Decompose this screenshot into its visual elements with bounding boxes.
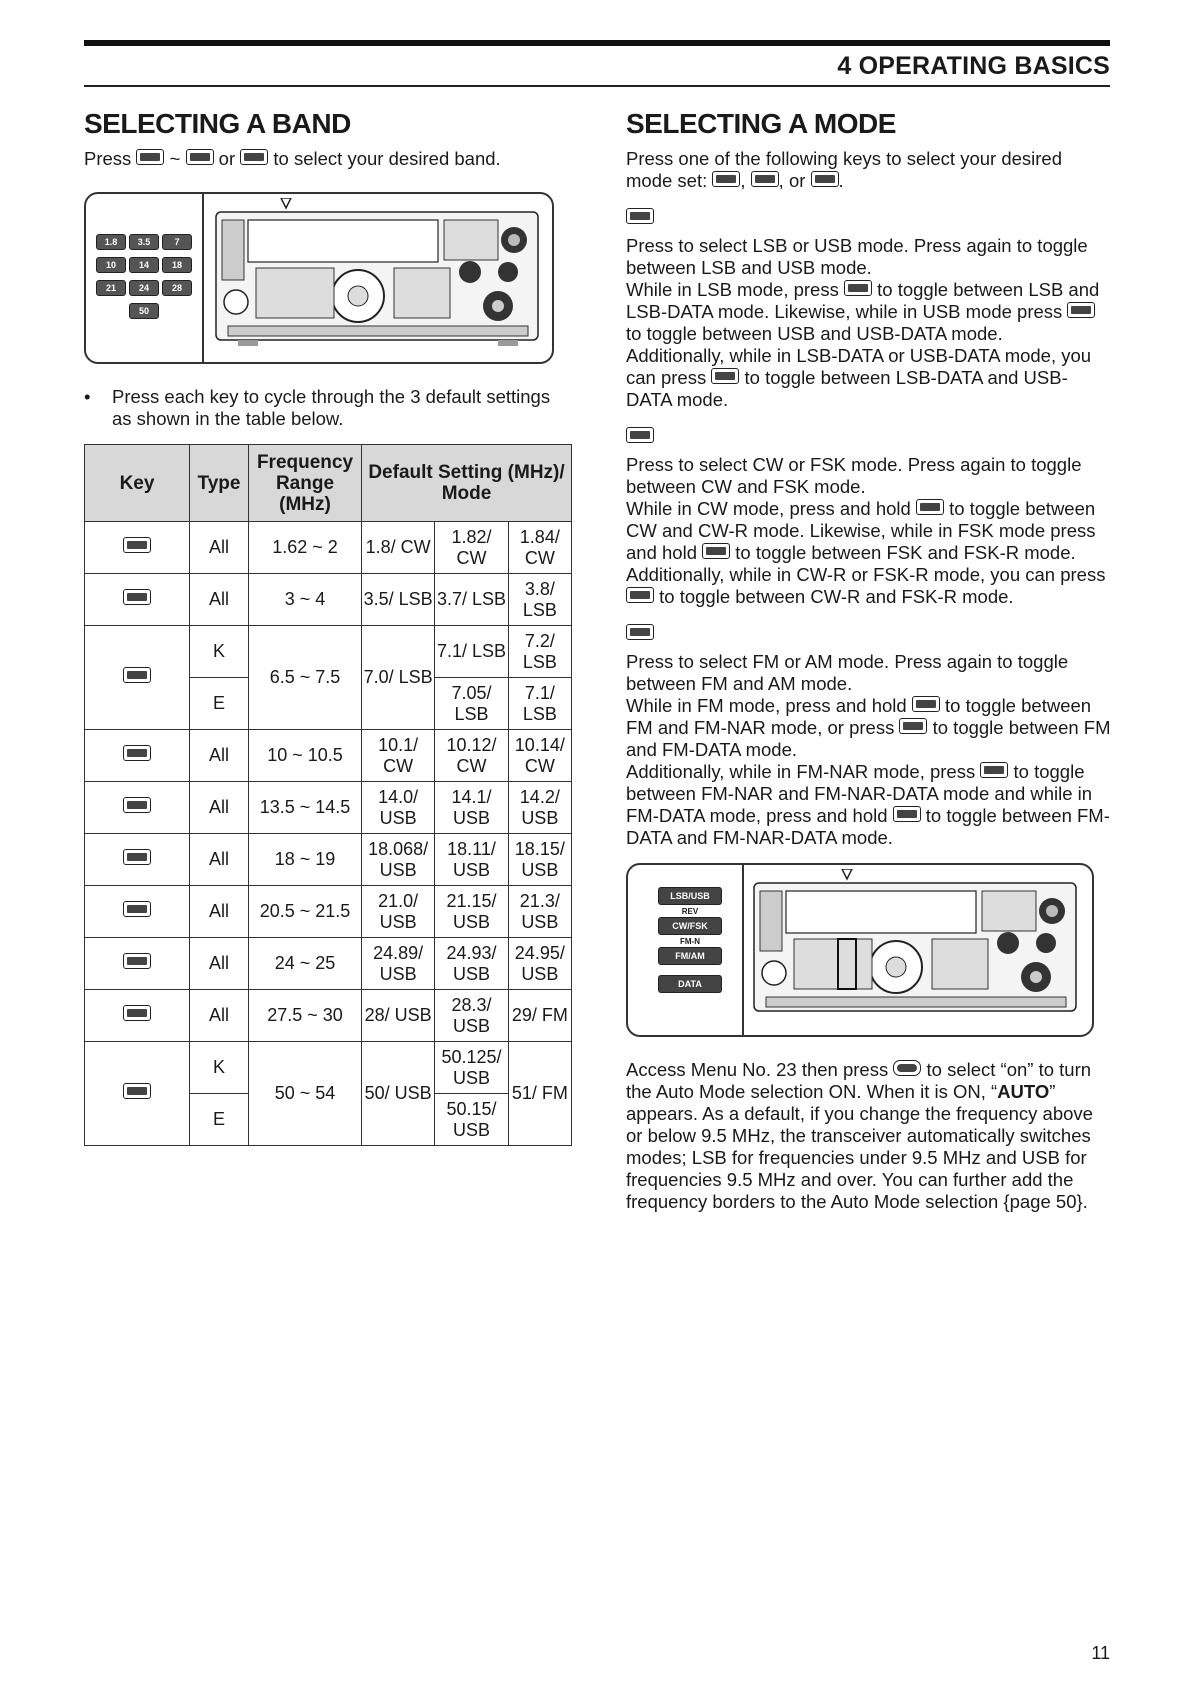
mode-figure-divider [742,865,744,1035]
band-intro [84,148,574,170]
band-key-icon [123,1005,151,1021]
setting-cell: 1.8/ CW [362,522,435,574]
band-intro-or: or [218,148,236,169]
table-row [85,626,572,678]
band-intro-rest: to select your desired band. [273,148,501,169]
table-row [85,730,572,782]
lsb-usb-key-heading [626,208,1112,229]
auto-indicator: AUTO [997,1081,1050,1102]
keypad-divider [202,194,204,362]
band-keypad [96,234,192,334]
band-column [84,108,574,1146]
band-key-cell [85,626,190,730]
setting-cell: 7.0/ LSB [362,626,435,730]
fm-n-side-label: FM-N [680,937,700,946]
header-rule [84,85,1110,87]
col-default: Default Setting (MHz)/ Mode [362,445,572,522]
key-1-8-icon [136,149,164,165]
band-key-icon [123,1083,151,1099]
range-cell: 3 ~ 4 [249,574,362,626]
setting-cell: 3.7/ LSB [435,574,508,626]
range-cell: 6.5 ~ 7.5 [249,626,362,730]
auto-text-b: to select “on” to turn the Auto Mode selection ON. When it is ON, “ [626,1059,1092,1102]
setting-cell: 28/ USB [362,990,435,1042]
cw-text-0: Press to select CW or FSK mode. Press again to toggle between CW and FSK mode. [626,454,1082,497]
lsb-text-0: Press to select LSB or USB mode. Press again to toggle between LSB and USB mode. [626,235,1088,278]
lsb-usb-key-icon [711,368,739,384]
keypad-grid [96,234,192,319]
lsb-usb-key-icon [626,208,654,224]
setting-cell: 7.1/ LSB [435,626,508,678]
setting-cell: 24.93/ USB [435,938,508,990]
section-header: 4 OPERATING BASICS [837,52,1110,80]
fm-am-side-key: FM/AM [658,947,722,965]
band-key-cell [85,990,190,1042]
fm-text-5: to toggle between FM-NAR and FM-NAR-DATA mode and while in FM-DATA mode, press and hold [626,761,1093,826]
setting-cell: 21.0/ USB [362,886,435,938]
band-key-icon [123,797,151,813]
fm-am-key-icon [811,171,839,187]
table-row [85,782,572,834]
setting-cell: 7.2/ LSB [508,626,571,678]
band-figure [84,192,554,364]
range-cell: 27.5 ~ 30 [249,990,362,1042]
cw-text-2: to toggle between CW and CW-R mode. Likewise, while in FSK mode press and hold [626,498,1096,563]
setting-cell: 14.1/ USB [435,782,508,834]
table-row [85,938,572,990]
mode-intro-d: . [838,170,844,191]
table-row [85,1042,572,1094]
band-key-cell [85,834,190,886]
type-cell: K [190,1042,249,1094]
rev-side-label: REV [681,907,699,916]
band-key-cell [85,782,190,834]
band-key-cell [85,730,190,782]
type-cell: All [190,782,249,834]
mode-transceiver-illustration [746,869,1086,1029]
band-key-cell [85,886,190,938]
transceiver-illustration [208,198,548,358]
band-key-icon [123,849,151,865]
table-row [85,834,572,886]
band-title: SELECTING A BAND [84,108,351,139]
setting-cell: 50.125/ USB [435,1042,508,1094]
setting-cell: 24.95/ USB [508,938,571,990]
fm-text-1: While in FM mode, press and hold [626,695,907,716]
type-cell: E [190,1094,249,1146]
top-rule [84,40,1110,46]
cw-fsk-key-icon [626,427,654,443]
band-key-icon [123,537,151,553]
setting-cell: 14.0/ USB [362,782,435,834]
range-cell: 24 ~ 25 [249,938,362,990]
table-row [85,574,572,626]
band-table-header [85,445,572,522]
fm-text-0: Press to select FM or AM mode. Press again to toggle between FM and AM mode. [626,651,1069,694]
setting-cell: 50.15/ USB [435,1094,508,1146]
setting-cell: 21.3/ USB [508,886,571,938]
fm-am-key-icon [626,624,654,640]
cw-text-1: While in CW mode, press and hold [626,498,911,519]
lsb-text-3: to toggle between USB and USB-DATA mode. [626,323,1003,344]
range-cell: 50 ~ 54 [249,1042,362,1146]
lsb-usb-side-key: LSB/USB [658,887,722,905]
setting-cell: 18.11/ USB [435,834,508,886]
band-key-cell [85,1042,190,1146]
range-cell: 10 ~ 10.5 [249,730,362,782]
cw-fsk-key-icon [916,499,944,515]
band-intro-tilde: ~ [169,148,181,169]
band-key-icon [123,667,151,683]
key-gene-icon [240,149,268,165]
lsb-text-2: to toggle between LSB and LSB-DATA mode. Likewise, while in USB mode press [626,279,1100,322]
band-key[interactable]: 14 [129,257,159,273]
fm-text-6: to toggle between FM-DATA and FM-NAR-DATA mode. [626,805,1110,848]
fm-text-4: Additionally, while in FM-NAR mode, press [626,761,976,782]
band-key[interactable]: 50 [129,303,159,319]
range-cell: 18 ~ 19 [249,834,362,886]
col-type: Type [190,445,249,522]
lsb-text-5: to toggle between LSB-DATA and USB-DATA mode. [626,367,1068,410]
setting-cell: 18.15/ USB [508,834,571,886]
col-freq: Frequency Range (MHz) [249,445,362,522]
fm-text-3: to toggle between FM and FM-DATA mode. [626,717,1111,760]
type-cell: E [190,678,249,730]
fm-am-key-icon [912,696,940,712]
setting-cell: 10.12/ CW [435,730,508,782]
setting-cell: 24.89/ USB [362,938,435,990]
auto-text-a: Access Menu No. 23 then press [626,1059,889,1080]
band-key-icon [123,589,151,605]
type-cell: All [190,938,249,990]
setting-cell: 1.84/ CW [508,522,571,574]
fm-am-text [626,651,1112,849]
type-cell: All [190,834,249,886]
band-key-icon [123,953,151,969]
mode-intro [626,148,1112,192]
page-number: 11 [1091,1643,1110,1663]
auto-text-c: ” appears. As a default, if you change the frequency above or below 9.5 MHz, the transceiver automatically switches modes; LSB for frequencies under 9.5 MHz and USB for frequencies 9.5 MHz and over. You can further add the frequency borders to the Auto Mode selection {page 50}. [626,1081,1093,1212]
mode-title: SELECTING A MODE [626,108,896,139]
setting-cell: 18.068/ USB [362,834,435,886]
auto-mode-text [626,1059,1112,1213]
band-key-cell [85,574,190,626]
table-row [85,522,572,574]
band-key[interactable]: 7 [162,234,192,250]
cw-text-5: to toggle between CW-R and FSK-R mode. [659,586,1014,607]
setting-cell: 1.82/ CW [435,522,508,574]
setting-cell: 10.1/ CW [362,730,435,782]
band-key[interactable]: 28 [162,280,192,296]
mode-figure [626,863,1094,1037]
type-cell: All [190,990,249,1042]
type-cell: All [190,886,249,938]
range-cell: 13.5 ~ 14.5 [249,782,362,834]
band-intro-press: Press [84,148,132,169]
key-50-icon [186,149,214,165]
setting-cell: 28.3/ USB [435,990,508,1042]
cw-fsk-key-icon [751,171,779,187]
lsb-text-1: While in LSB mode, press [626,279,839,300]
setting-cell: 29/ FM [508,990,571,1042]
data-key-icon [980,762,1008,778]
mode-intro-c: , or [778,170,806,191]
band-key-cell [85,938,190,990]
band-key[interactable]: 3.5 [129,234,159,250]
band-bullet: • Press each key to cycle through the 3 default settings as shown in the table below. [84,386,574,430]
fm-am-key-icon [893,806,921,822]
cw-fsk-key-heading [626,427,1112,448]
band-key-cell [85,522,190,574]
type-cell: All [190,574,249,626]
range-cell: 1.62 ~ 2 [249,522,362,574]
band-key[interactable]: 10 [96,257,126,273]
range-cell: 20.5 ~ 21.5 [249,886,362,938]
setting-cell: 7.05/ LSB [435,678,508,730]
cw-fsk-key-icon [626,587,654,603]
setting-cell: 21.15/ USB [435,886,508,938]
type-cell: All [190,730,249,782]
cw-fsk-key-icon [702,543,730,559]
cw-text-3: to toggle between FSK and FSK-R mode. [735,542,1076,563]
setting-cell: 14.2/ USB [508,782,571,834]
lsb-text-4: Additionally, while in LSB-DATA or USB-DATA mode, you can press [626,345,1092,388]
mode-column [626,108,1112,1213]
data-key-icon [844,280,872,296]
data-side-key: DATA [658,975,722,993]
band-key[interactable]: 1.8 [96,234,126,250]
mode-intro-b: , [740,170,746,191]
band-key-icon [123,745,151,761]
lsb-usb-text [626,235,1112,411]
type-cell: K [190,626,249,678]
table-row [85,990,572,1042]
multi-ch-key-icon [893,1060,921,1076]
setting-cell: 7.1/ LSB [508,678,571,730]
band-key[interactable]: 24 [129,280,159,296]
setting-cell: 3.5/ LSB [362,574,435,626]
band-key-icon [123,901,151,917]
table-row [85,886,572,938]
cw-text-4: Additionally, while in CW-R or FSK-R mode, you can press [626,564,1106,585]
fm-am-key-heading [626,624,1112,645]
cw-fsk-text [626,454,1112,608]
setting-cell: 10.14/ CW [508,730,571,782]
setting-cell: 51/ FM [508,1042,571,1146]
col-key: Key [85,445,190,522]
data-key-icon [899,718,927,734]
fm-text-2: to toggle between FM and FM-NAR mode, or press [626,695,1092,738]
band-table [84,444,572,1146]
mode-intro-a: Press one of the following keys to select your desired mode set: [626,148,1063,191]
mode-side-keys [658,887,722,993]
band-key[interactable]: 21 [96,280,126,296]
type-cell: All [190,522,249,574]
data-key-icon [1067,302,1095,318]
cw-fsk-side-key: CW/FSK [658,917,722,935]
setting-cell: 3.8/ LSB [508,574,571,626]
lsb-usb-key-icon [712,171,740,187]
band-table-body [85,522,572,1146]
band-key[interactable]: 18 [162,257,192,273]
setting-cell: 50/ USB [362,1042,435,1146]
